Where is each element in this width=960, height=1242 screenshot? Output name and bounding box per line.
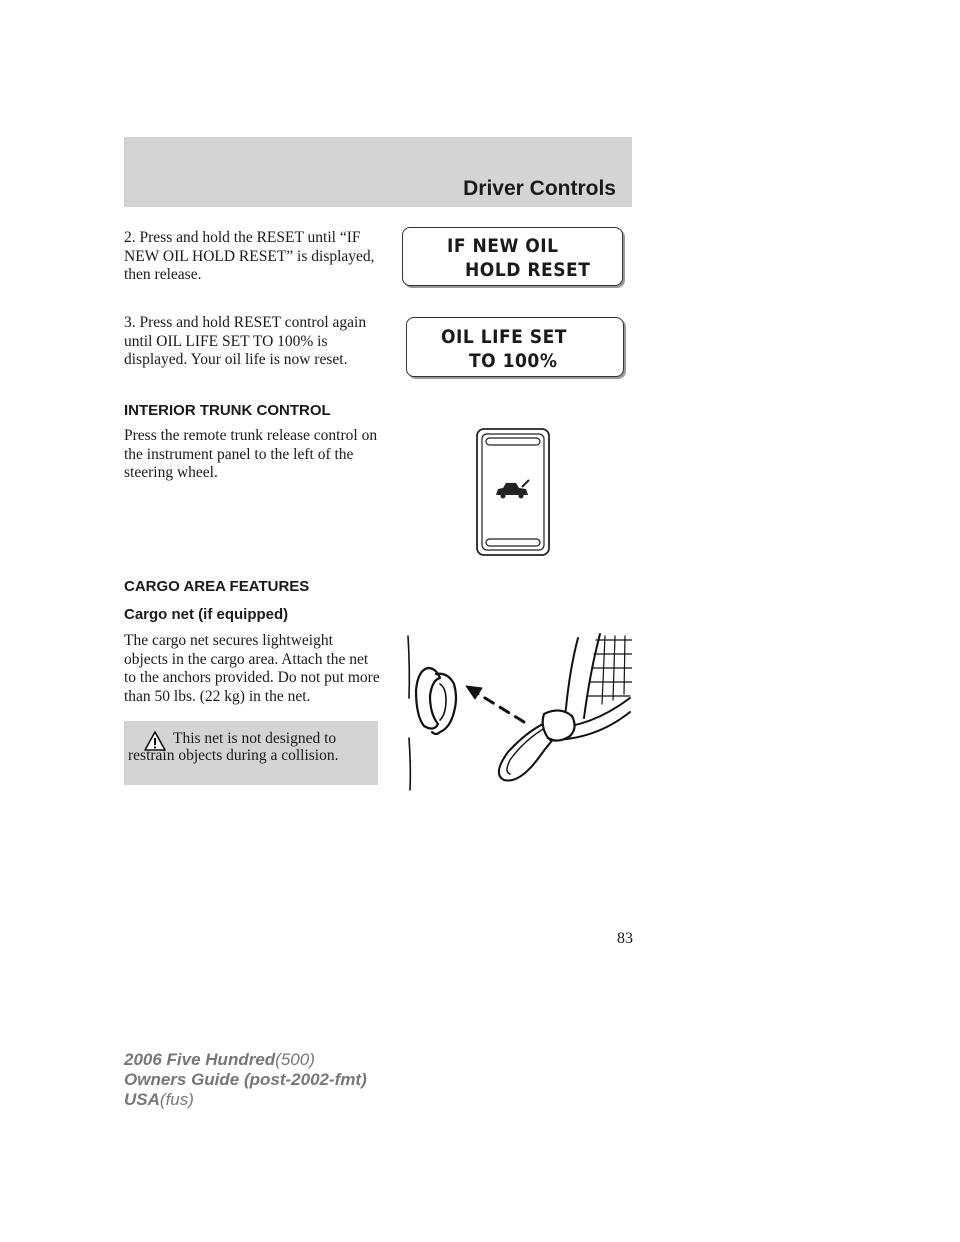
display-1-line-2: HOLD RESET bbox=[465, 259, 591, 281]
section-title: Driver Controls bbox=[463, 177, 616, 200]
section-header bbox=[124, 137, 632, 207]
footer-guide: Owners Guide (post-2002-fmt) bbox=[124, 1070, 367, 1089]
footer-model-code: (500) bbox=[275, 1050, 315, 1069]
interior-trunk-heading: INTERIOR TRUNK CONTROL bbox=[124, 402, 331, 419]
cargo-net-text: The cargo net secures lightweight objects in the cargo area. Attach the net to the anchors provided. Do not put more than 50 lbs. (22 kg) in the net. bbox=[124, 632, 380, 705]
footer-model: 2006 Five Hundred bbox=[124, 1050, 276, 1069]
cargo-net-anchor-figure bbox=[400, 628, 632, 794]
oil-reset-display-1 bbox=[402, 227, 623, 286]
footer-market-code: (fus) bbox=[159, 1090, 194, 1109]
page-number: 83 bbox=[617, 930, 633, 947]
cargo-net-subheading: Cargo net (if equipped) bbox=[124, 606, 289, 623]
warning-text: This net is not designed to restrain objects during a collision. bbox=[128, 730, 339, 764]
step-3-text: 3. Press and hold RESET control again until OIL LIFE SET TO 100% is displayed. Your oil life is now reset. bbox=[124, 314, 367, 368]
footer-model-line bbox=[124, 1050, 367, 1110]
footer-market: USA bbox=[124, 1090, 160, 1109]
interior-trunk-text: Press the remote trunk release control on the instrument panel to the left of the steering wheel. bbox=[124, 427, 378, 481]
display-1-line-1: IF NEW OIL bbox=[447, 235, 559, 257]
warning-box bbox=[124, 721, 378, 785]
oil-reset-display-2 bbox=[406, 317, 624, 377]
display-2-line-1: OIL LIFE SET bbox=[441, 326, 567, 348]
cargo-area-heading: CARGO AREA FEATURES bbox=[124, 578, 310, 595]
display-2-line-2: TO 100% bbox=[469, 350, 558, 372]
step-2-text: 2. Press and hold the RESET until “IF NEW OIL HOLD RESET” is displayed, then release. bbox=[124, 229, 375, 283]
trunk-release-switch-figure bbox=[474, 427, 552, 557]
